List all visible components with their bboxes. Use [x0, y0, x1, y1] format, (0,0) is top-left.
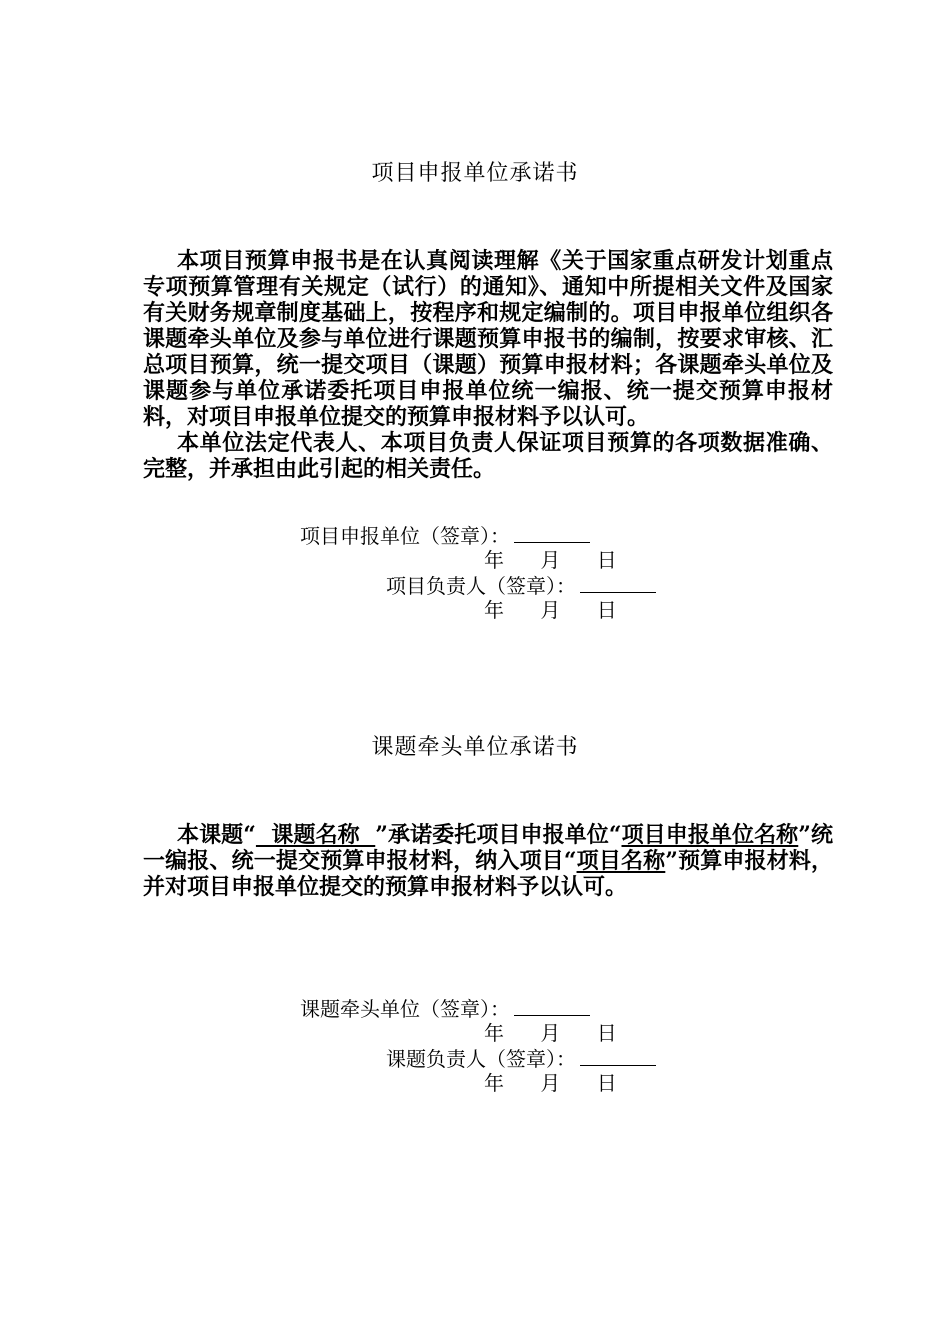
date-year: 年	[484, 598, 504, 622]
section1-body	[143, 248, 833, 482]
section1-sign-leader-blank[interactable]	[580, 574, 656, 593]
section1-sign-leader-date	[484, 598, 617, 622]
section1-sign-leader-label: 项目负责人（签章）：	[386, 574, 576, 598]
text-segment: ”预算申报材料，并对项目申报单位提交的预算申报材料予以认可。	[143, 848, 834, 900]
section2-sign-unit-date	[484, 1021, 617, 1045]
text-segment: ”承诺委托项目申报单位“	[375, 822, 622, 848]
unit-name-placeholder: 项目申报单位名称	[621, 822, 799, 848]
section1-paragraph-1: 本项目预算申报书是在认真阅读理解《关于国家重点研发计划重点专项预算管理有关规定（试行）的通知》、通知中所提相关文件及国家有关财务规章制度基础上，按程序和规定编制的。项目申报单位组织各课题牵头单位及参与单位进行课题预算申报书的编制，按要求审核、汇总项目预算，统一提交项目（课题）预算申报材料；各课题牵头单位及课题参与单位承诺委托项目申报单位统一编报、统一提交预算申报材料，对项目申报单位提交的预算申报材料予以认可。	[143, 248, 833, 430]
section1-title: 项目申报单位承诺书	[371, 161, 579, 186]
text-segment: 本课题“	[177, 822, 256, 848]
date-month: 月	[540, 548, 561, 572]
date-day: 日	[596, 1071, 617, 1095]
section2-sign-leader-blank[interactable]	[580, 1047, 656, 1066]
date-year: 年	[484, 548, 504, 572]
section2-body	[143, 822, 833, 900]
section2-sign-unit-label: 课题牵头单位（签章）：	[300, 997, 510, 1021]
section2-sign-unit	[300, 997, 590, 1021]
section2-paragraph	[143, 822, 833, 900]
section2-sign-leader-label: 课题负责人（签章）：	[386, 1047, 576, 1071]
date-day: 日	[596, 548, 617, 572]
text-segment: ”统一编报、统一提交预算申报材料，纳入项目“	[143, 822, 834, 874]
section2-title: 课题牵头单位承诺书	[371, 735, 579, 760]
date-year: 年	[484, 1021, 504, 1045]
project-name-placeholder: 项目名称	[576, 848, 666, 874]
section1-paragraph-2: 本单位法定代表人、本项目负责人保证项目预算的各项数据准确、完整，并承担由此引起的相关责任。	[143, 430, 833, 482]
section1-sign-unit-date	[484, 548, 617, 572]
section1-sign-leader	[386, 574, 656, 598]
date-month: 月	[540, 598, 561, 622]
topic-name-placeholder: 课题名称	[255, 822, 376, 848]
section2-sign-leader	[386, 1047, 656, 1071]
date-day: 日	[596, 598, 617, 622]
date-year: 年	[484, 1071, 504, 1095]
date-month: 月	[540, 1071, 561, 1095]
date-month: 月	[540, 1021, 561, 1045]
section2-sign-unit-blank[interactable]	[514, 997, 590, 1016]
date-day: 日	[596, 1021, 617, 1045]
section1-sign-unit-blank[interactable]	[514, 524, 590, 543]
section1-sign-unit-label: 项目申报单位（签章）：	[300, 524, 510, 548]
section1-sign-unit	[300, 524, 590, 548]
section2-sign-leader-date	[484, 1071, 617, 1095]
